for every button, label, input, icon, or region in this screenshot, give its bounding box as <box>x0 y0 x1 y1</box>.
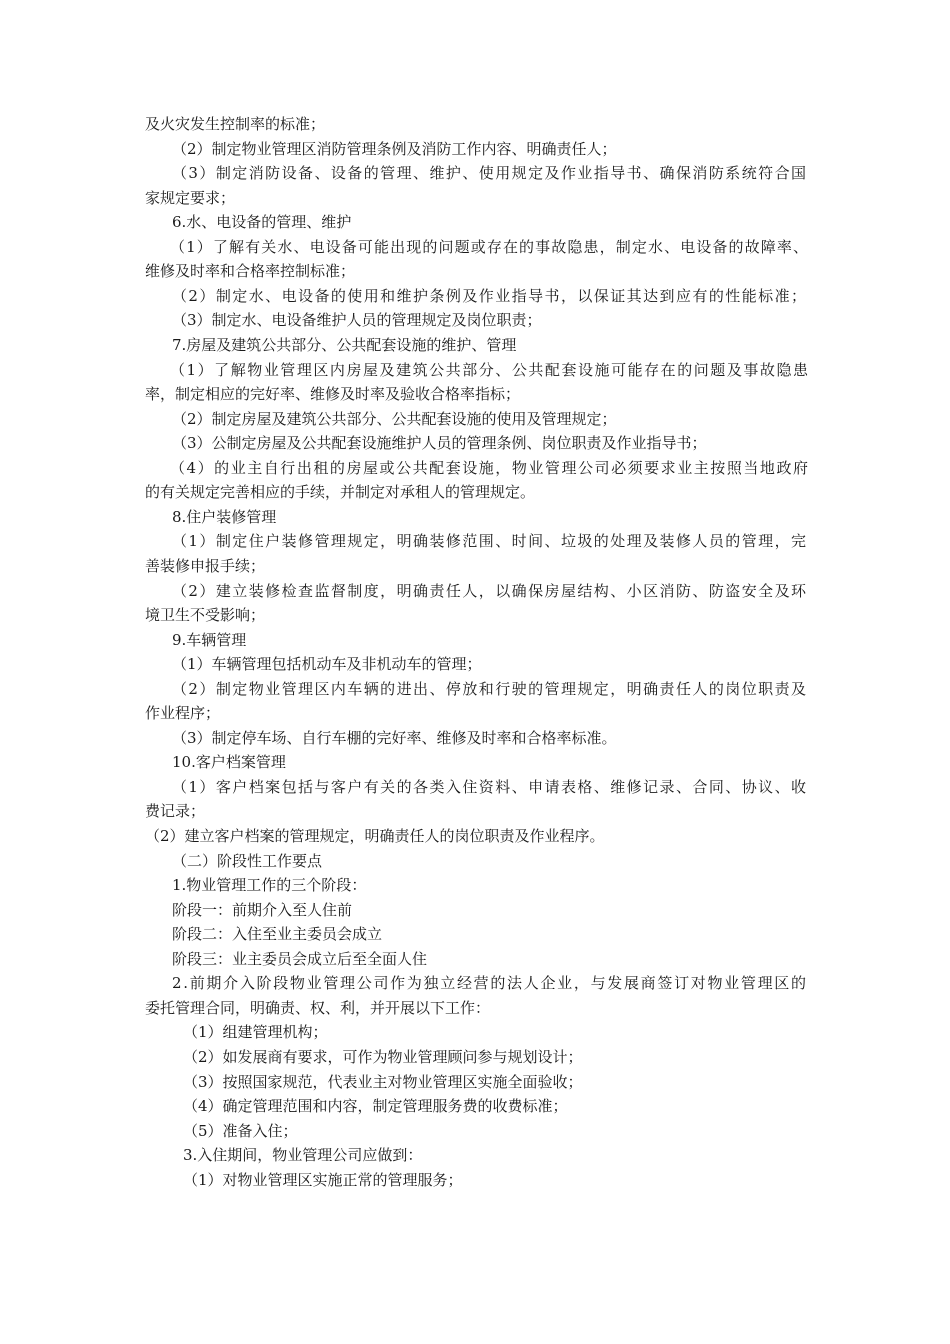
paragraph-line: 阶段二：入住至业主委员会成立 <box>172 925 383 944</box>
paragraph-line: （3）制定消防设备、设备的管理、维护、使用规定及作业指导书、确保消防系统符合国 <box>172 164 808 183</box>
paragraph-line: 善装修申报手续； <box>145 556 266 575</box>
paragraph-line: 阶段三：业主委员会成立后至全面人住 <box>172 949 428 968</box>
paragraph-line: （1）了解物业管理区内房屋及建筑公共部分、公共配套设施可能存在的问题及事故隐患 <box>170 360 810 379</box>
paragraph-line: 2.前期介入阶段物业管理公司作为独立经营的法人企业，与发展商签订对物业管理区的 <box>172 974 808 993</box>
paragraph-line: 及火灾发生控制率的标准； <box>145 115 326 133</box>
paragraph-line: （2）制定房屋及建筑公共部分、公共配套设施的使用及管理规定； <box>172 409 617 428</box>
paragraph-line: （1）组建管理机构； <box>183 1023 328 1042</box>
paragraph-line: 7.房屋及建筑公共部分、公共配套设施的维护、管理 <box>172 336 517 354</box>
paragraph-line: （1）制定住户装修管理规定，明确装修范围、时间、垃圾的处理及装修人员的管理，完 <box>172 532 808 551</box>
paragraph-line: （1）客户档案包括与客户有关的各类入住资料、申请表格、维修记录、合同、协议、收 <box>172 777 808 796</box>
paragraph-line: 率，制定相应的完好率、维修及时率及验收合格率指标； <box>145 385 521 404</box>
paragraph-line: （3）制定停车场、自行车棚的完好率、维修及时率和合格率标准。 <box>172 728 617 747</box>
paragraph-line: 委托管理合同，明确责、权、利，并开展以下工作： <box>145 998 491 1017</box>
paragraph-line: （2）如发展商有要求，可作为物业管理顾问参与规划设计； <box>183 1047 583 1066</box>
paragraph-line: 9.车辆管理 <box>172 630 247 649</box>
paragraph-line: 6.水、电设备的管理、维护 <box>172 213 352 232</box>
paragraph-line: （4）确定管理范围和内容，制定管理服务费的收费标准； <box>183 1097 568 1115</box>
paragraph-line: 1.物业管理工作的三个阶段： <box>172 876 367 895</box>
paragraph-line: 费记录； <box>145 802 206 821</box>
paragraph-line: 阶段一：前期介入至人住前 <box>172 900 353 919</box>
paragraph-line: （1）车辆管理包括机动车及非机动车的管理； <box>172 655 482 674</box>
paragraph-line: （2）制定物业管理区消防管理条例及消防工作内容、明确责任人； <box>172 139 617 158</box>
paragraph-line: 8.住户装修管理 <box>172 507 277 526</box>
paragraph-line: （5）准备入住； <box>183 1121 298 1140</box>
paragraph-line: （2）制定物业管理区内车辆的进出、停放和行驶的管理规定，明确责任人的岗位职责及 <box>172 679 808 698</box>
paragraph-line: 10.客户档案管理 <box>172 753 286 772</box>
paragraph-line: （2）制定水、电设备的使用和维护条例及作业指导书，以保证其达到应有的性能标准； <box>172 286 808 305</box>
paragraph-line: （1）了解有关水、电设备可能出现的问题或存在的事故隐患，制定水、电设备的故障率、 <box>170 237 810 256</box>
paragraph-line: 3.入住期间，物业管理公司应做到： <box>183 1146 423 1165</box>
paragraph-line: （二）阶段性工作要点 <box>172 851 323 870</box>
paragraph-line: （3）公制定房屋及公共配套设施维护人员的管理条例、岗位职责及作业指导书； <box>172 434 707 453</box>
paragraph-line: （1）对物业管理区实施正常的管理服务； <box>183 1170 463 1189</box>
paragraph-line: （4）的业主自行出租的房屋或公共配套设施，物业管理公司必须要求业主按照当地政府 <box>170 458 810 477</box>
paragraph-line: 境卫生不受影响； <box>145 606 266 624</box>
paragraph-line: 维修及时率和合格率控制标准； <box>145 262 356 281</box>
paragraph-line: 的有关规定完善相应的手续，并制定对承租人的管理规定。 <box>145 483 536 502</box>
paragraph-line: （3）制定水、电设备维护人员的管理规定及岗位职责； <box>172 311 542 330</box>
paragraph-line: 作业程序； <box>145 704 221 723</box>
paragraph-line: 家规定要求； <box>145 188 236 207</box>
paragraph-line: （2）建立客户档案的管理规定，明确责任人的岗位职责及作业程序。 <box>145 827 605 845</box>
paragraph-line: （2）建立装修检查监督制度，明确责任人，以确保房屋结构、小区消防、防盗安全及环 <box>172 581 808 600</box>
paragraph-line: （3）按照国家规范，代表业主对物业管理区实施全面验收； <box>183 1072 583 1091</box>
